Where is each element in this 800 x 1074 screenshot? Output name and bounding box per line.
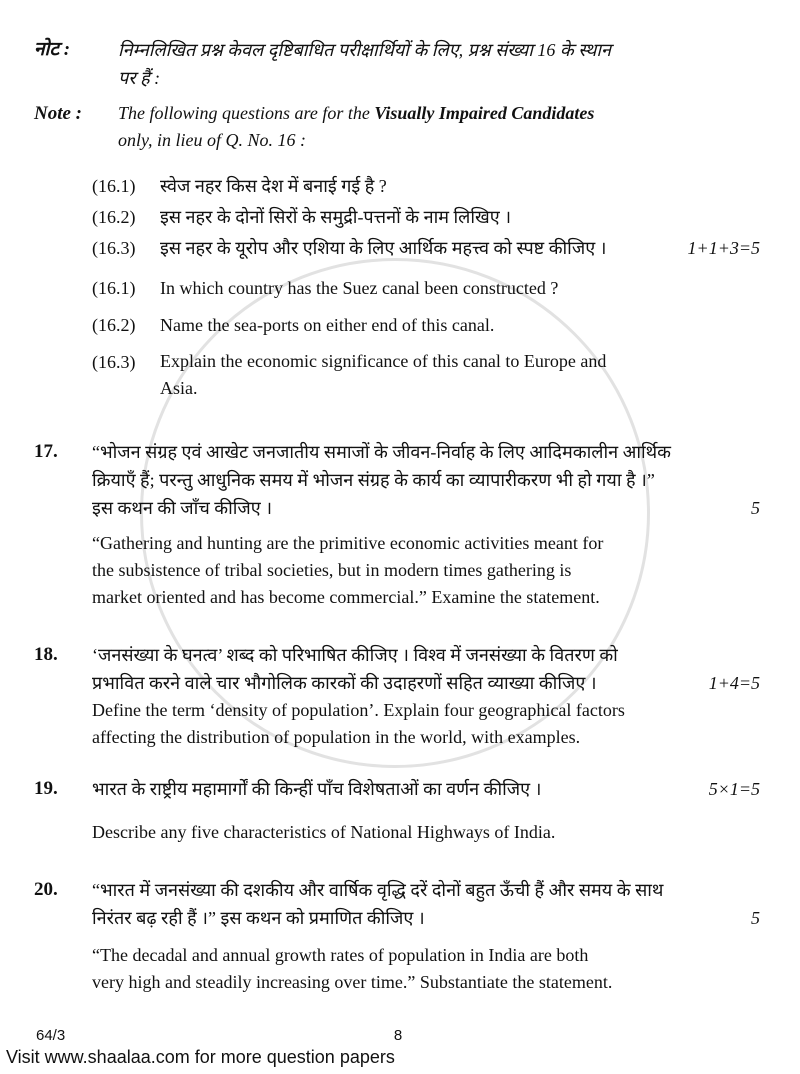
q20-english-line: very high and steadily increasing over time.” Substantiate the statement. <box>92 972 613 992</box>
q18-english-line: Define the term ‘density of population’. Explain four geographical factors <box>92 700 625 720</box>
question-18-hindi <box>34 641 760 697</box>
q16-3-num: (16.3) <box>92 238 136 258</box>
note-hindi <box>34 36 760 92</box>
q19-english-text <box>92 819 682 846</box>
q16-3-english-line: Explain the economic significance of this canal to Europe and <box>160 351 607 371</box>
q16-1-hindi: स्वेज नहर किस देश में बनाई गई है ? <box>160 176 387 196</box>
question-18-english <box>34 697 760 751</box>
footer-row <box>0 1026 800 1046</box>
q20-english-line: “The decadal and annual growth rates of population in India are both <box>92 945 589 965</box>
q17-hindi-line: इस कथन की जाँच कीजिए । <box>92 498 273 518</box>
q18-hindi-text <box>92 641 682 697</box>
q17-english-line: market oriented and has become commercial.” Examine the statement. <box>92 587 600 607</box>
q19-english: Describe any five characteristics of National Highways of India. <box>92 822 556 842</box>
q18-english-text <box>92 697 682 751</box>
note-text: The following questions are for the <box>118 103 375 123</box>
note-bold-text: Visually Impaired Candidates <box>374 103 595 123</box>
question-20-hindi <box>34 876 760 932</box>
q16-2-english: Name the sea-ports on either end of this canal. <box>160 315 495 335</box>
q16-2-num: (16.2) <box>92 207 136 227</box>
q19-hindi-text <box>92 775 682 803</box>
note-english-label: Note : <box>34 103 83 124</box>
q17-english-line: “Gathering and hunting are the primitive economic activities meant for <box>92 533 604 553</box>
q16-3-english <box>160 348 760 402</box>
q16-2-hindi: इस नहर के दोनों सिरों के समुद्री-पत्तनों के नाम लिखिए । <box>160 207 512 227</box>
q16-1-num: (16.1) <box>92 176 136 196</box>
q20-marks: 5 <box>751 908 760 928</box>
q17-english-text <box>92 530 682 611</box>
q20-english-text <box>92 942 682 996</box>
q17-marks: 5 <box>751 498 760 518</box>
note-english-text <box>118 100 682 154</box>
note-hindi-line: पर हैं : <box>118 68 161 88</box>
q17-hindi-text <box>92 438 682 522</box>
q16-english <box>34 274 760 402</box>
question-19-english <box>34 819 760 846</box>
q17-english-line: the subsistence of tribal societies, but in modern times gathering is <box>92 560 572 580</box>
q18-number: 18. <box>34 644 58 665</box>
question-19-hindi <box>34 775 760 803</box>
q16-hindi <box>34 172 760 262</box>
q16-3-num: (16.3) <box>92 352 136 372</box>
q16-1-english: In which country has the Suez canal been constructed ? <box>160 278 559 298</box>
q16-2-num: (16.2) <box>92 315 136 335</box>
q20-number: 20. <box>34 879 58 900</box>
question-17-english <box>34 530 760 611</box>
q20-hindi-line: “भारत में जनसंख्या की दशकीय और वार्षिक वृद्धि दरें दोनों बहुत ऊँची हैं और समय के साथ <box>92 880 664 900</box>
question-17-hindi <box>34 438 760 522</box>
question-20-english <box>34 942 760 996</box>
q19-marks: 5×1=5 <box>708 779 760 799</box>
q17-hindi-line: क्रियाएँ हैं; परन्तु आधुनिक समय में भोजन संग्रह के कार्य का व्यापारीकरण भी हो गया है ।” <box>92 470 655 490</box>
q17-hindi-line: “भोजन संग्रह एवं आखेट जनजातीय समाजों के जीवन-निर्वाह के लिए आदिमकालीन आर्थिक <box>92 442 671 462</box>
q19-hindi: भारत के राष्ट्रीय महामार्गों की किन्हीं पाँच विशेषताओं का वर्णन कीजिए । <box>92 779 542 799</box>
q16-3-hindi: इस नहर के यूरोप और एशिया के लिए आर्थिक महत्त्व को स्पष्ट कीजिए । <box>160 238 607 258</box>
q16-3-english-line: Asia. <box>160 378 198 398</box>
q17-number: 17. <box>34 441 58 462</box>
q18-hindi-line: ‘जनसंख्या के घनत्व’ शब्द को परिभाषित कीजिए । विश्व में जनसंख्या के वितरण को <box>92 645 618 665</box>
q20-hindi-line: निरंतर बढ़ रही हैं ।” इस कथन को प्रमाणित कीजिए । <box>92 908 425 928</box>
page-number: 8 <box>393 1027 403 1044</box>
q20-hindi-text <box>92 876 682 932</box>
note-english-line: only, in lieu of Q. No. 16 : <box>118 130 306 150</box>
note-english <box>34 100 760 154</box>
q18-marks: 1+4=5 <box>708 673 760 693</box>
footer <box>0 1026 800 1074</box>
q19-number: 19. <box>34 778 58 799</box>
note-hindi-line: निम्नलिखित प्रश्न केवल दृष्टिबाधित परीक्षार्थियों के लिए, प्रश्न संख्या 16 के स्थान <box>118 40 611 60</box>
q18-english-line: affecting the distribution of population in the world, with examples. <box>92 727 581 747</box>
q18-hindi-line: प्रभावित करने वाले चार भौगोलिक कारकों की उदाहरणों सहित व्याख्या कीजिए । <box>92 673 597 693</box>
note-hindi-label: नोट : <box>34 39 71 60</box>
q16-marks: 1+1+3=5 <box>687 238 760 258</box>
q16-1-num: (16.1) <box>92 278 136 298</box>
paper-code: 64/3 <box>36 1027 66 1044</box>
note-hindi-text <box>118 36 682 92</box>
note-english-line <box>118 100 682 127</box>
visit-link[interactable]: Visit www.shaalaa.com for more question papers <box>6 1047 395 1067</box>
